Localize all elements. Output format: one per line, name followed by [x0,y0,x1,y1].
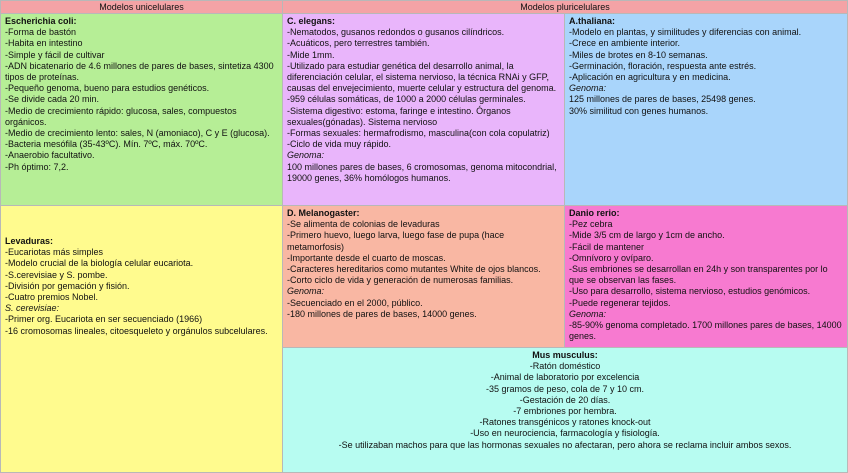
celegans-title: C. elegans: [287,16,336,26]
list-item: -Se alimenta de colonias de levaduras [287,219,440,230]
list-item: -Anaerobio facultativo. [5,150,95,161]
athaliana-list [569,27,843,83]
list-item: -Sistema digestivo: estoma, faringe e intestino. Órganos sexuales(gónadas). Sistema nervioso [287,105,511,127]
mouse-list [287,361,843,451]
cell-yeast [0,205,283,473]
drosophila-title: D. Melanogaster: [287,208,360,218]
celegans-genome-text: 100 millones pares de bases, 6 cromosomas, genoma mitocondrial, 19000 genes, 36% homólogos humanos. [287,161,557,183]
list-item: -Pez cebra [569,219,613,230]
yeast-sub-label: S. cerevisiae: [5,303,60,314]
zebrafish-title: Danio rerio: [569,208,620,218]
list-item: -Cuatro premios Nobel. [5,292,99,303]
list-item: -Simple y fácil de cultivar [5,49,105,60]
yeast-title: Levaduras: [5,236,54,246]
list-item: -Primero huevo, luego larva, luego fase de pupa (hace metamorfosis) [287,230,505,252]
list-item: -Uso en neurociencia, farmacología y fisiología. [470,428,660,439]
list-item: -Omnívoro y ovíparo. [569,252,654,263]
list-item: -Miles de brotes en 8-10 semanas. [569,49,708,60]
list-item: -Mide 1mm. [287,49,335,60]
list-item: -Forma de bastón [5,27,77,38]
celegans-genome-label: Genoma: [287,150,325,161]
list-item: -Se utilizaban machos para que las hormonas sexuales no afectaran, pero ahora se reclama incluir ambos sexos. [338,439,792,450]
list-item: -Ph óptimo: 7,2. [5,161,69,172]
list-item: -ADN bicatenario de 4.6 millones de pares de bases, sintetiza 4300 tipos de proteínas. [5,60,274,83]
list-item: -35 gramos de peso, cola de 7 y 10 cm. [485,383,645,394]
header-unicellular: Modelos unicelulares [0,0,283,14]
list-item: -Ciclo de vida muy rápido. [287,139,392,150]
list-item: -Utilizado para estudiar genética del desarrollo animal, la diferenciación celular, el sistema nervioso, la técnica RNAi y GFP, causas del envejecimiento, muerte celular y estructura del genoma. [287,60,557,94]
list-item: -Puede regenerar tejidos. [569,297,671,308]
list-item: -Eucariotas más simples [5,247,104,258]
list-item: -Corto ciclo de vida y generación de numerosas familias. [287,275,514,286]
list-item: -Formas sexuales: hermafrodismo, masculina(con cola copulatriz) [287,128,550,139]
cell-drosophila [282,205,565,348]
celegans-list [287,27,560,150]
cell-ecoli [0,13,283,206]
list-item: -Importante desde el cuarto de moscas. [287,252,446,263]
mouse-title: Mus musculus: [532,350,598,360]
zebrafish-genome-text: -85-90% genoma completado. 1700 millones pares de bases, 14000 genes. [569,320,842,342]
list-item: -Animal de laboratorio por excelencia [490,372,640,383]
header-pluricellular: Modelos pluricelulares [282,0,848,14]
list-item: -Germinación, floración, respuesta ante estrés. [569,60,757,71]
yeast-sub-line: -16 cromosomas lineales, citoesqueleto y orgánulos subcelulares. [5,325,268,336]
list-item: -Fácil de mantener [569,241,645,252]
cell-mouse [282,347,848,473]
athaliana-genome-line: 125 millones de pares de bases, 25498 genes. [569,94,756,105]
list-item: -Sus embriones se desarrollan en 24h y son transparentes por lo que se observan las fases. [569,264,828,286]
list-item: -Habita en intestino [5,38,83,49]
list-item: -Modelo crucial de la biología celular eucariota. [5,258,194,269]
list-item: -Modelo en plantas, y similitudes y diferencias con animal. [569,27,802,38]
drosophila-genome-line: -180 millones de pares de bases, 14000 genes. [287,308,477,319]
list-item: -Aplicación en agricultura y en medicina. [569,72,731,83]
list-item: -S.cerevisiae y S. pombe. [5,269,108,280]
cell-athaliana [564,13,848,206]
list-item: -Crece en ambiente interior. [569,38,681,49]
athaliana-title: A.thaliana: [569,16,616,26]
drosophila-genome-label: Genoma: [287,286,325,297]
list-item: -Mide 3/5 cm de largo y 1cm de ancho. [569,230,725,241]
ecoli-list [5,27,278,173]
list-item: -Ratones transgénicos y ratones knock-out [479,417,651,428]
list-item: -División por gemación y fisión. [5,280,130,291]
ecoli-title: Escherichia coli: [5,16,77,26]
list-item: -Acuáticos, pero terrestres también. [287,38,430,49]
cell-celegans [282,13,565,206]
list-item: -Pequeño genoma, bueno para estudios genéticos. [5,83,210,94]
athaliana-genome-line: 30% similitud con genes humanos. [569,105,709,116]
zebrafish-list [569,219,843,309]
list-item: -Nematodos, gusanos redondos o gusanos cilíndricos. [287,27,505,38]
list-item: -Gestación de 20 días. [519,394,611,405]
list-item: -Medio de crecimiento lento: sales, N (amoniaco), C y E (glucosa). [5,128,270,139]
cell-zebrafish [564,205,848,348]
list-item: -Medio de crecimiento rápido: glucosa, sales, compuestos orgánicos. [5,105,237,127]
list-item: -7 embriones por hembra. [513,406,617,417]
zebrafish-genome-label: Genoma: [569,308,607,319]
list-item: -Caracteres hereditarios como mutantes White de ojos blancos. [287,264,541,275]
athaliana-genome-label: Genoma: [569,83,607,94]
yeast-list [5,247,278,303]
list-item: -959 células somáticas, de 1000 a 2000 células germinales. [287,94,526,105]
yeast-sub-line: -Primer org. Eucariota en ser secuenciado (1966) [5,314,203,325]
drosophila-list [287,219,560,286]
list-item: -Bacteria mesófila (35-43ºC). Mín. 7ºC, máx. 70ºC. [5,139,208,150]
drosophila-genome-line: -Secuenciado en el 2000, público. [287,297,423,308]
list-item: -Uso para desarrollo, sistema nervioso, estudios genómicos. [569,286,811,297]
list-item: -Ratón doméstico [529,361,601,372]
list-item: -Se divide cada 20 min. [5,94,100,105]
